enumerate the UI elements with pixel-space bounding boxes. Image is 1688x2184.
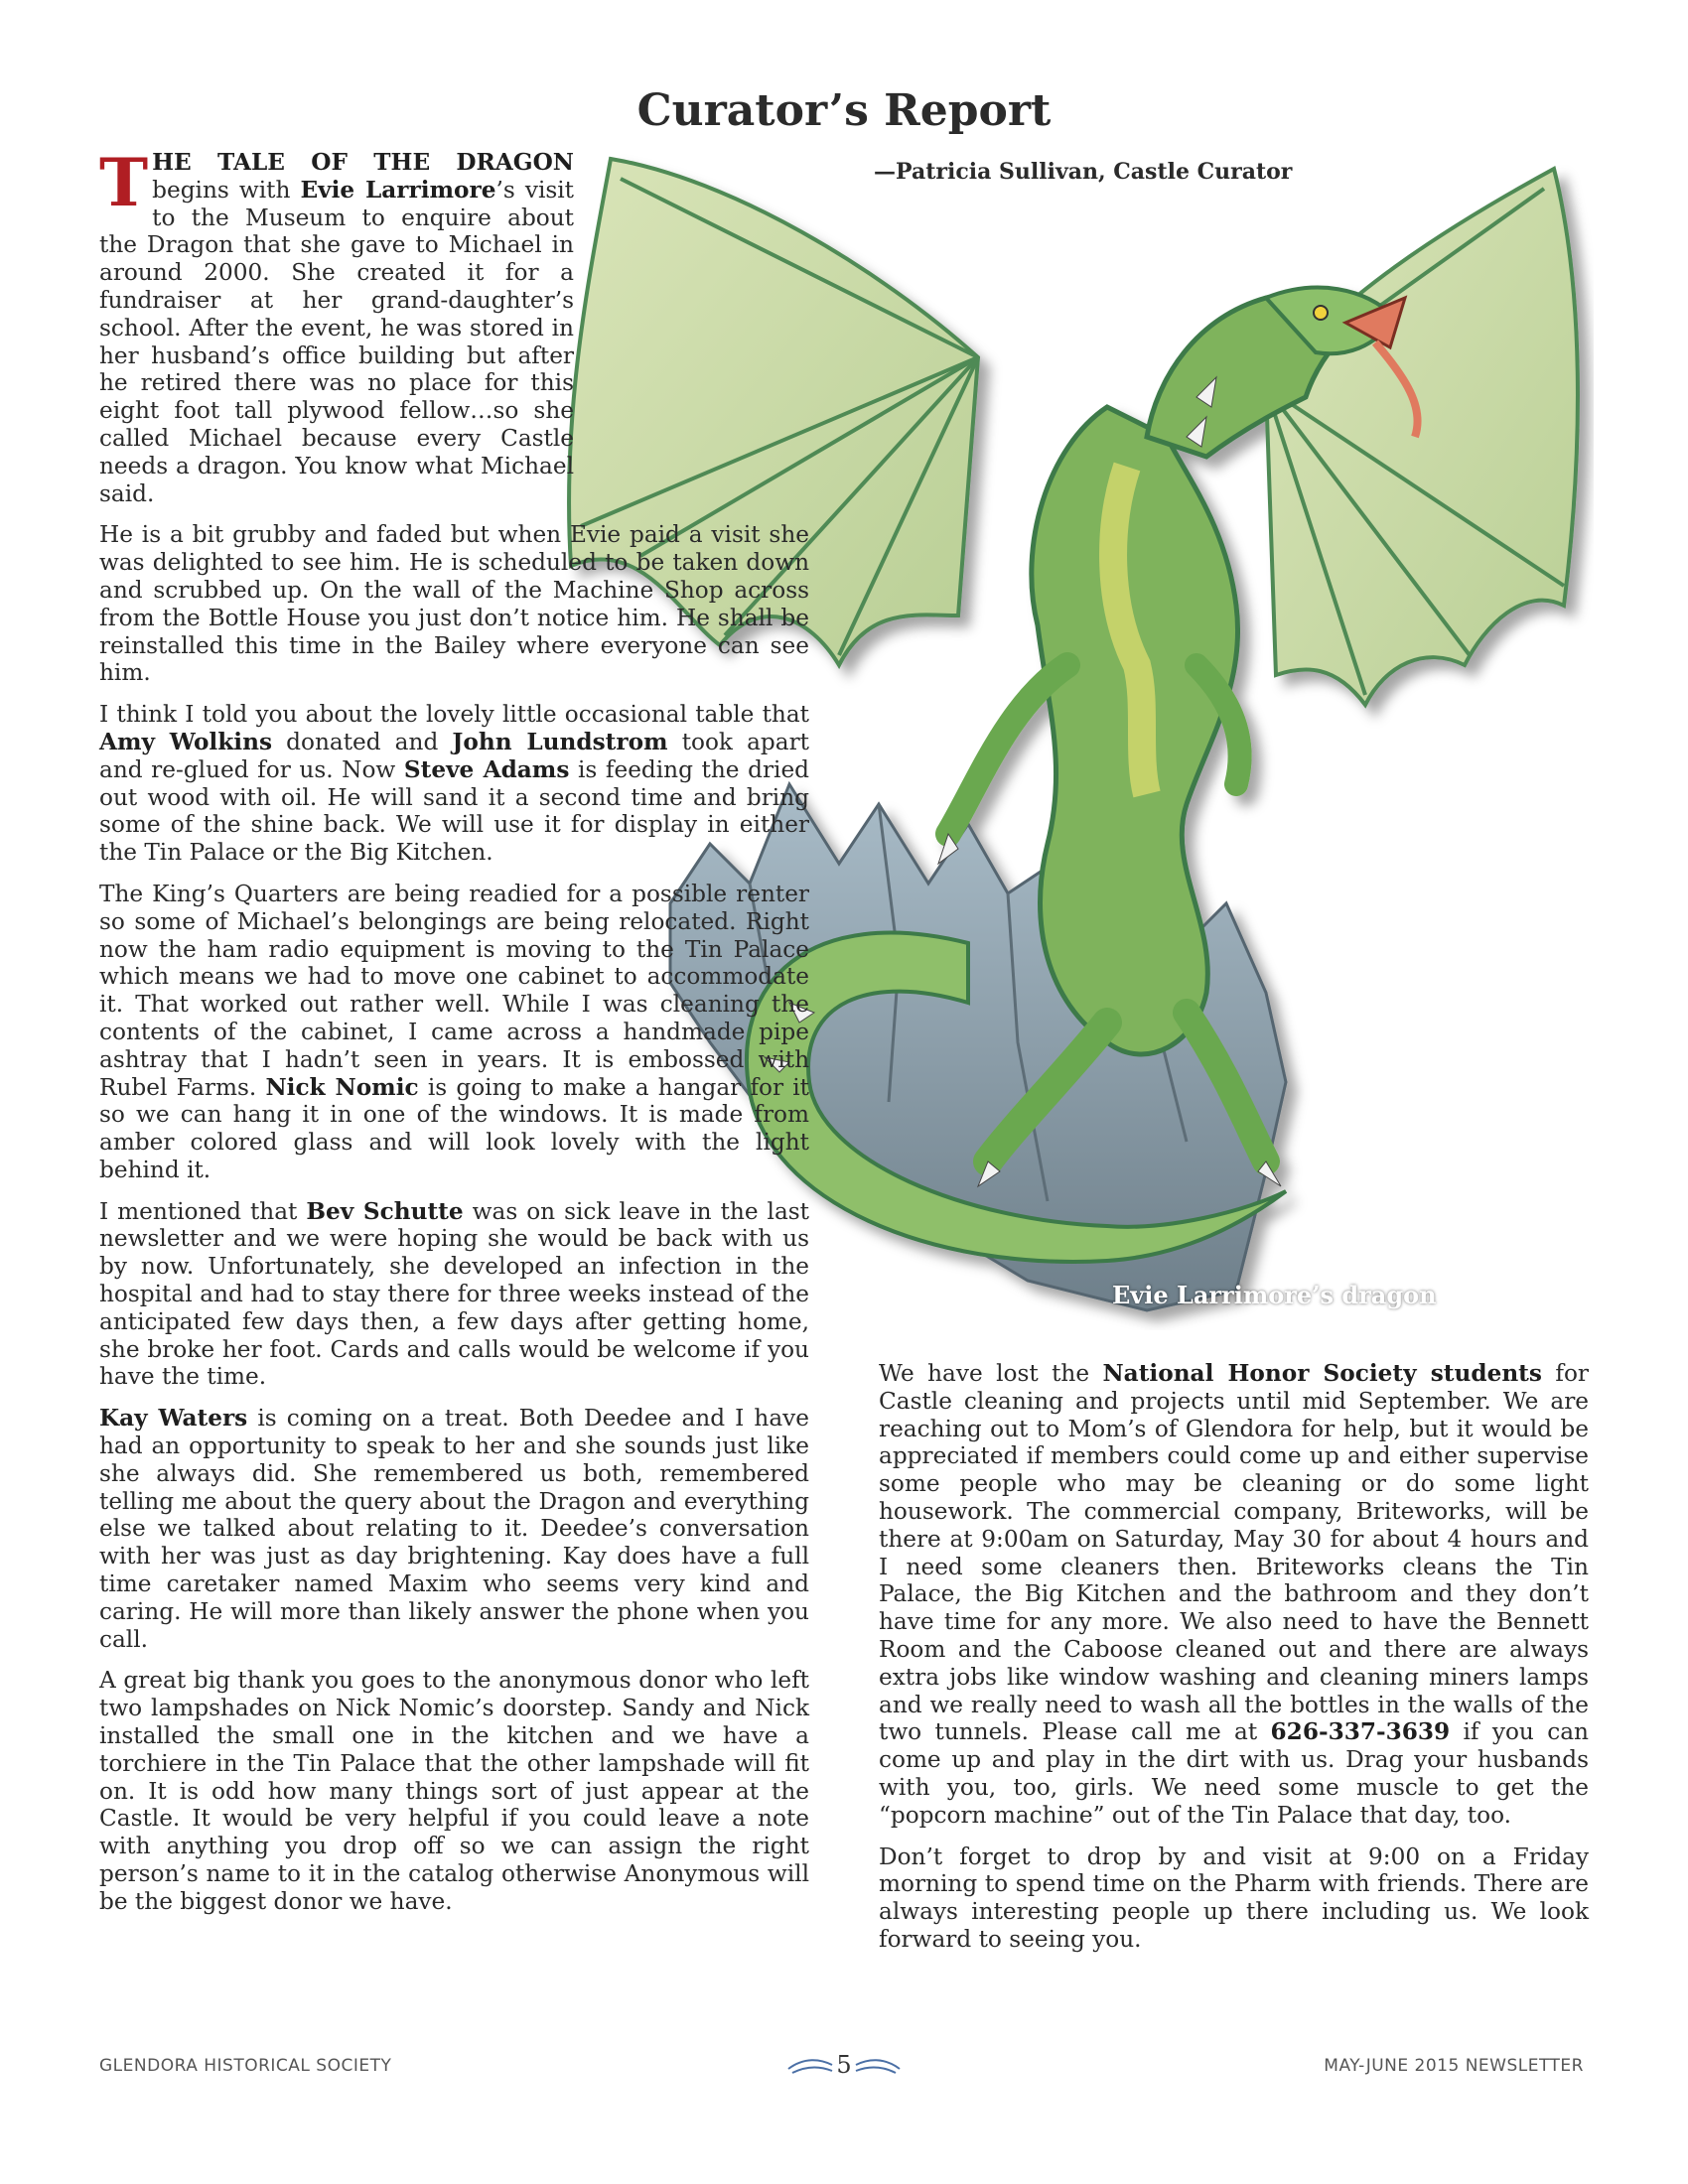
paragraph (99, 144, 574, 507)
text-run: I mentioned that (99, 1197, 307, 1225)
page-number-ornament (784, 2047, 904, 2083)
name-bold: Nick Nomic (265, 1073, 419, 1101)
name-bold: Amy Wolkins (99, 728, 273, 755)
footer-issue: MAY-JUNE 2015 NEWSLETTER (1324, 2056, 1584, 2076)
text-run: donated and (272, 728, 453, 755)
phone-number: 626-337-3639 (1270, 1718, 1451, 1746)
text-run: begins with (152, 176, 301, 204)
paragraph: He is a bit grubby and faded but when Evie paid a visit she was delighted to see him. He is scheduled to be taken down and scrubbed up. On the wall of the Machine Shop across from the Bottle House you just don’t notice him. He shall be reinstalled this time in the Bailey where everyone can see him. (99, 521, 809, 687)
name-bold: John Lundstrom (452, 728, 668, 755)
text-run: is feeding the dried out wood with oil. He will sand it a second time and bring some of the shine back. We will use it for display in either the Tin Palace or the Big Kitchen. (99, 755, 810, 867)
drop-cap: T (99, 144, 149, 221)
byline: —Patricia Sullivan, Castle Curator (874, 159, 1293, 185)
paragraph (99, 881, 809, 1184)
text-run: I think I told you about the lovely little occasional table that (99, 701, 809, 729)
paragraph: A great big thank you goes to the anonymous donor who left two lampshades on Nick Nomic’s doorstep. Sandy and Nick installed the small one in the kitchen and we have a torchiere in the Tin Palace that the other lampshade will fit on. It is odd how many things sort of just appear at the Castle. It would be very helpful if you could leave a note with anything you drop off so we can assign the right person’s name to it in the catalog otherwise Anonymous will be the biggest donor we have. (99, 1667, 809, 1915)
paragraph (99, 701, 809, 867)
text-run: for Castle cleaning and projects until mid September. We are reaching out to Mom’s of Glendora for help, but it would be appreciated if members could come up and either supervise some people who may be cleaning or do some light housework. The commercial company, Briteworks, will be there at 9:00am on Saturday, May 30 for about 4 hours and I need some cleaners then. Briteworks cleans the Tin Palace, the Big Kitchen and the bathroom and they don’t have time for any more. We also need to have the Bennett Room and the Caboose cleaned out and there are always extra jobs like window washing and cleaning miners lamps and we really need to wash all the bottles in the walls of the two tunnels. Please call me at (879, 1360, 1589, 1746)
text-run: We have lost the (879, 1360, 1103, 1387)
text-run: took apart and re-glued for us. Now (99, 728, 809, 783)
text-run: if you can come up and play in the dirt with us. Drag your husbands with you, too, girls. We need some muscle to get the “popcorn machine” out of the Tin Palace that day, too. (879, 1718, 1589, 1829)
name-bold: Evie Larrimore (300, 176, 496, 204)
page-title: Curator’s Report (636, 85, 1052, 136)
text-run: The King’s Quarters are being readied for a possible renter so some of Michael’s belongings are being relocated. Right now the ham radio equipment is moving to the Tin Palace which means we had to move one cabinet to accommodate it. That worked out rather well. While I was cleaning the contents of the cabinet, I came across a handmade pipe ashtray that I hadn’t seen in years. It is embossed with Rubel Farms. (99, 880, 809, 1101)
page-number: 5 (836, 2051, 852, 2079)
text-run: is going to make a hangar for it so we can hang it in one of the windows. It is made from amber colored glass and will look lovely with the light behind it. (99, 1073, 809, 1183)
paragraph: Don’t forget to drop by and visit at 9:00 on a Friday morning to spend time on the Pharm with friends. There are always interesting people up there including us. We look forward to seeing you. (879, 1843, 1589, 1953)
footer-org: GLENDORA HISTORICAL SOCIETY (99, 2056, 392, 2076)
name-bold: Steve Adams (403, 755, 570, 783)
text-run: ’s visit to the Museum to enquire about the Dragon that she gave to Michael in around 2000. She created it for a fundraiser at her grand-daughter’s school. After the event, he was stored in her husband’s office building but after he retired there was no place for this eight foot tall plywood fellow…so she called Michael because every Castle needs a dragon. You know what Michael said. (99, 176, 574, 507)
text-run: was on sick leave in the last newsletter and we were hoping she would be back with us by now. Unfortunately, she developed an infection in the hospital and had to stay there for three weeks instead of the anticipated few days then, a few days after getting home, she broke her foot. Cards and calls would be welcome if you have the time. (99, 1197, 809, 1391)
image-caption: Evie Larrimore’s dragon (1112, 1281, 1437, 1309)
right-column (879, 1360, 1589, 1968)
name-bold: National Honor Society students (1102, 1360, 1542, 1387)
paragraph (879, 1360, 1589, 1830)
paragraph (99, 1405, 809, 1653)
name-bold: Kay Waters (99, 1405, 248, 1433)
name-bold: Bev Schutte (306, 1197, 464, 1225)
text-run: is coming on a treat. Both Deedee and I have had an opportunity to speak to her and she sounds just like she always did. She remembered us both, remembered telling me about the query about the Dragon and everything else we talked about relating to it. Deedee’s conversation with her was just as day brightening. Kay does have a full time caretaker named Maxim who seems very kind and caring. He will more than likely answer the phone when you call. (99, 1405, 809, 1653)
paragraph (99, 1198, 809, 1392)
lead-in: HE TALE OF THE DRAGON (152, 149, 574, 176)
left-column (99, 144, 810, 1930)
